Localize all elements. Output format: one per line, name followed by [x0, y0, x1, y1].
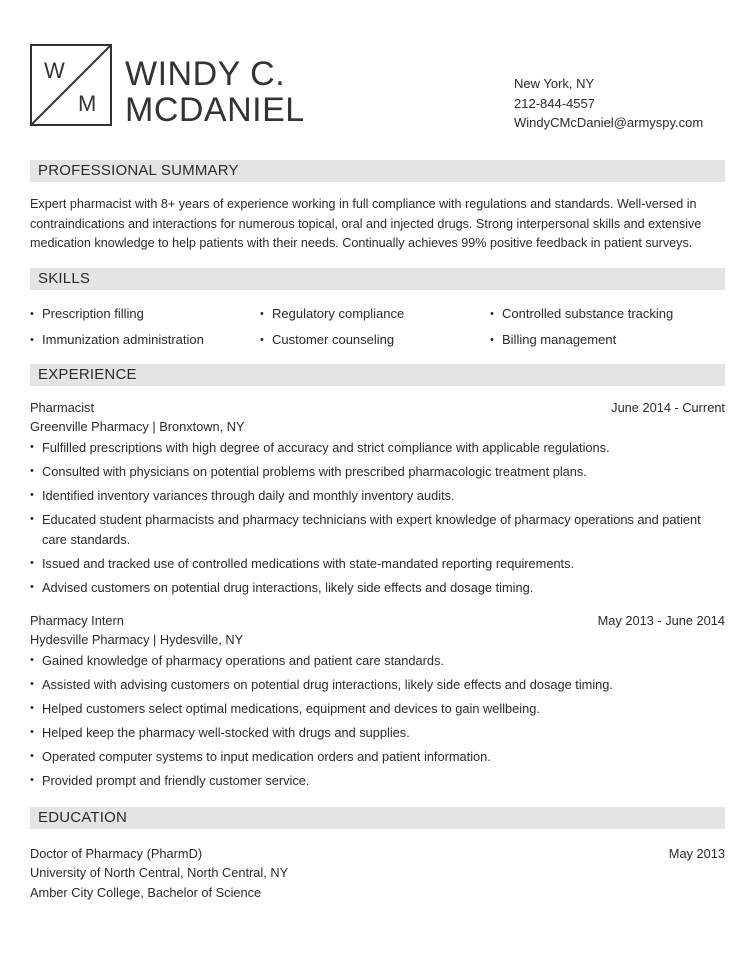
job-title: Pharmacist [30, 400, 95, 415]
job-dates: June 2014 - Current [611, 400, 725, 415]
skill-item: • Immunization administration [30, 330, 260, 350]
candidate-name [125, 56, 305, 128]
section-title: EXPERIENCE [38, 366, 137, 383]
university: University of North Central, North Central, NY [30, 865, 289, 881]
contact-phone: 212-844-4557 [514, 95, 595, 111]
job-bullet: • Operated computer systems to input medication orders and patient information. [30, 747, 725, 767]
section-title: EDUCATION [38, 809, 128, 826]
job-title: Pharmacy Intern [30, 613, 124, 628]
education-entry [30, 844, 725, 902]
job-bullet: • Assisted with advising customers on potential drug interactions, likely side effects and dosage timing. [30, 675, 725, 695]
section-header-education [30, 807, 725, 829]
job-employer: Hydesville Pharmacy | Hydesville, NY [30, 632, 244, 647]
section-header-summary [30, 160, 725, 182]
job-entry [30, 613, 725, 795]
monogram-logo [30, 44, 112, 126]
job-bullet: • Provided prompt and friendly customer service. [30, 771, 725, 791]
summary-text: Expert pharmacist with 8+ years of experience working in full compliance with regulations and standards. Well-versed in contraindications and interactions for numerous topical, oral and injected drugs. Strong interpersonal skills and extensive medication knowledge to help patients with their needs. Continually achieves 99% positive feedback in patient surveys. [30, 197, 702, 251]
education-dates: May 2013 [668, 846, 725, 861]
name-line-2: MCDANIEL [125, 91, 305, 129]
job-bullet: • Helped customers select optimal medications, equipment and devices to gain wellbeing. [30, 699, 725, 719]
skill-item: • Regulatory compliance [260, 304, 490, 324]
job-bullet: • Identified inventory variances through daily and monthly inventory audits. [30, 486, 725, 506]
job-dates: May 2013 - June 2014 [597, 613, 725, 628]
skill-item: • Billing management [490, 330, 725, 350]
job-bullet: • Educated student pharmacists and pharmacy technicians with expert knowledge of pharmacy operations and patient care standards. [30, 510, 725, 549]
job-employer: Greenville Pharmacy | Bronxtown, NY [30, 419, 245, 434]
job-bullet: • Advised customers on potential drug interactions, likely side effects and dosage timing. [30, 578, 725, 598]
skill-item: • Customer counseling [260, 330, 490, 350]
job-bullet: • Consulted with physicians on potential problems with prescribed pharmacologic treatment plans. [30, 462, 725, 482]
contact-location: New York, NY [514, 76, 595, 91]
monogram-letter-bottom: M [78, 91, 97, 116]
college: Amber City College, Bachelor of Science [30, 884, 262, 900]
job-entry [30, 400, 725, 602]
degree: Doctor of Pharmacy (PharmD) [30, 846, 203, 861]
job-bullets [30, 651, 725, 791]
skills-list [30, 304, 725, 350]
monogram-letter-top: W [44, 58, 65, 83]
section-title: SKILLS [38, 270, 91, 287]
job-bullet: • Helped keep the pharmacy well-stocked with drugs and supplies. [30, 723, 725, 743]
job-bullet: • Gained knowledge of pharmacy operations and patient care standards. [30, 651, 725, 671]
section-title: PROFESSIONAL SUMMARY [38, 162, 239, 179]
contact-info [514, 74, 703, 133]
job-bullet: • Issued and tracked use of controlled medications with state-mandated reporting requirements. [30, 554, 725, 574]
skill-item: • Controlled substance tracking [490, 304, 725, 324]
section-header-experience [30, 364, 725, 386]
contact-email[interactable]: WindyCMcDaniel@armyspy.com [514, 115, 704, 130]
name-line-1: WINDY C. [125, 55, 286, 93]
skill-item: • Prescription filling [30, 304, 260, 324]
section-header-skills [30, 268, 725, 290]
job-bullets [30, 438, 725, 597]
job-bullet: • Fulfilled prescriptions with high degree of accuracy and strict compliance with applicable regulations. [30, 438, 725, 458]
